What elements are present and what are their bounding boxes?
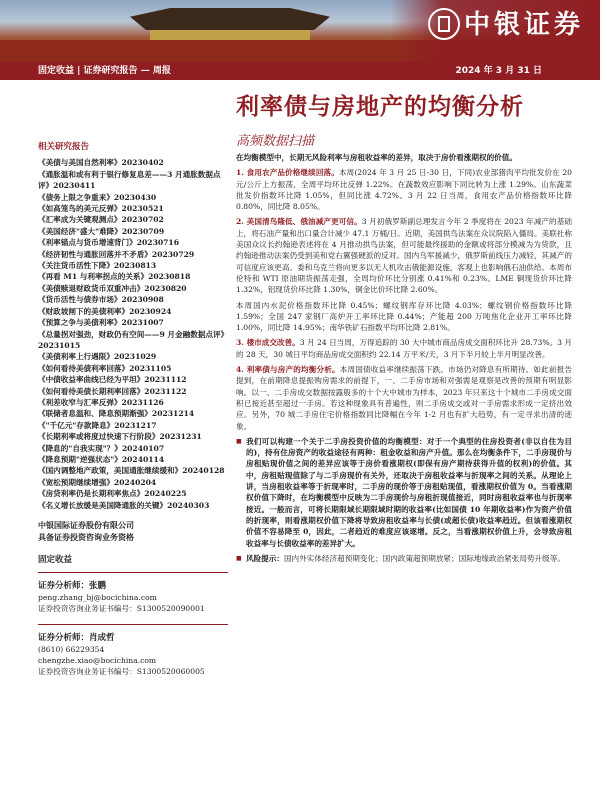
related-report-item[interactable]: 《货币活性与债券市场》20230908 — [38, 295, 164, 305]
analyst-name: 证券分析师：肖成哲 — [38, 633, 115, 644]
analyst-license: 证券投资咨询业务证书编号：S1300520090001 — [38, 604, 205, 614]
risk-bullet — [236, 553, 572, 564]
related-report-item[interactable]: 《美债赎退财政货币双重冲击》20230820 — [38, 283, 187, 293]
related-report-item[interactable]: 《预算之争与美债利率》20231007 — [38, 318, 164, 328]
report-date: 2024 年 3 月 31 日 — [455, 66, 542, 76]
section-4 — [236, 364, 572, 432]
related-report-item[interactable]: 《如高笼鸟的美元反弹》20230521 — [38, 204, 164, 214]
boc-logo-icon — [428, 8, 460, 40]
related-report-item[interactable]: 《经济韧性与通胀回落并不矛盾》20230729 — [38, 249, 195, 259]
related-reports-list — [38, 157, 228, 511]
analyst-divider — [38, 624, 228, 625]
related-report-item[interactable]: 《美国经济"盛大"难降》20230709 — [38, 226, 165, 236]
section-divider — [38, 572, 228, 573]
section-1-text: 本周(2024 年 3 月 25 日-30 日，下同)农业部猪肉平均批发价在 20 元/公斤上方振荡，全周平均环比反弹 1.22%。在蔬数效应影响下同比转为上涨 1.29%。山东蔬菜批发价指数环比降 1.05%，但同比涨 4.72%。3 月 22 日当周，食用农产品价格指数环比降 0.80%，同比降 8.05%。 — [236, 168, 573, 212]
related-report-item[interactable]: 《"千亿元"存款降息》20231217 — [38, 420, 157, 430]
palace-eave-image — [150, 30, 310, 40]
company-info: 中银国际证券股份有限公司 具备证券投资咨询业务资格 — [38, 520, 134, 542]
analyst-phone: (8610) 66229354 — [38, 645, 105, 655]
section-3 — [236, 337, 572, 360]
related-report-item[interactable]: 《利差收窄与汇率反弹》20231126 — [38, 397, 164, 407]
related-report-item[interactable]: 《宽松预期继续增强》20240204 — [38, 477, 157, 487]
section-2-text: 3 月初俄罗斯副总理发言今年 2 季度将在 2023 年减产的基础上，将石油产量和出口量合计减少 47.1 万桶/日。近期，美国拱鸟法案在众议院陷入僵局。美联社称美国众议长约翰逊表述将在 4 月推动拱鸟法案，但可能最终援助的金额或将部分模减为为贷款，且约翰逊推动法案仍受到美和党右翼强硬派的反对。国内乌军援减少，俄罗斯前线压力减轻，其减产的可信度应该更高。委和乌克兰将向更多以无人机攻击俄能源设施，客观上也影响俄石油供给。本周布伦特和 WTI 原油期货振荡走强，全周均价环比分别涨 0.41%和 0.23%。LME 铜现货价环比降 1.32%，铝现货价环比降 1.30%，铜金比价环比降 2.60%。 — [236, 217, 572, 295]
analyst-name: 证券分析师：张鹏 — [38, 581, 107, 592]
section-1 — [236, 167, 572, 212]
related-report-item[interactable]: 《总量拐对强劲，财政仍有空间——9 月金融数据点评》20231015 — [38, 329, 225, 350]
related-report-item[interactable]: 《国内调整地产政策，美国通胀继续缓和》20240128 — [38, 466, 225, 476]
summary-paragraph: 在均衡模型中，长期无风险利率与房租收益率的差异，取决于房价看涨期权的价值。 — [236, 153, 517, 162]
related-report-item[interactable]: 《如何看待美债利率回落》20231105 — [38, 363, 172, 373]
model-bullet: ■ 我们可以构建一个关于二手房投资价值的均衡模型：对于一个典型的住房投资者(非以自住为目的)，持有住房资产的收益途径有两种：租金收益和房产升值。那么在均衡条件下，二手房现价与房租贴现价值之间的差异应该等于房价看涨期权(即保有房产期待获得升值的权利)的价值。其中，房租贴现值除了与二手房现价有关外，还取决于房租收益率与折现率之间的关系。从理论上讲，当房租收益率等于折现率时，二手房的现价等于房租贴现值，看涨期权价值为 0。当看涨期权价值下降时，在均衡模型中反映为二手房现价与房租折现值接近，同时房租收益率也与折现率接近。一般而言，可将长期限域长期限域时期的收益率(比如国债 10 年期收益率)作为资产价值的折现率，则看涨期权价值下降将导致房租收益率与长债(或超长债)收益率趋近。但该看涨期权价值不容易降至 0，因此，二者趋近的难度应该逐增。反之，当看涨期权价值上升，会导致房租收益率与长债收益率的差异扩大。 — [236, 436, 572, 549]
related-report-item[interactable]: 《财政坡闸下的美债利率》20230924 — [38, 306, 172, 316]
related-report-item[interactable]: 《房贷利率仍是长期利率焦点》20240225 — [38, 489, 187, 499]
risk-heading: 风险提示： — [246, 553, 284, 563]
analyst-license: 证券投资咨询业务证书编号：S1300520060005 — [38, 667, 205, 677]
related-report-item[interactable]: 《降息预期"逆强状态"》20240114 — [38, 454, 165, 464]
related-report-item[interactable]: 《美债利率上行遇限》20231029 — [38, 352, 157, 362]
report-category: 固定收益 | 证券研究报告 — 周报 — [38, 66, 171, 76]
related-report-item[interactable]: 《债务上限之争重来》20230430 — [38, 192, 157, 202]
brand-panel — [390, 0, 600, 62]
related-report-item[interactable]: 《名义增长放缓是美国降通胀的关键》20240303 — [38, 500, 210, 510]
section-label: 固定收益 — [38, 555, 73, 565]
analyst-card-1 — [38, 581, 228, 614]
section-4-heading: 4. 利率债与房产的均衡分析。 — [236, 365, 340, 375]
header-banner — [0, 0, 600, 62]
related-report-item[interactable]: 《美债与美国自然利率》20230402 — [38, 158, 164, 168]
related-report-item[interactable]: 《汇率成为关键观测点》20230702 — [38, 215, 164, 225]
related-report-item[interactable]: 《如何看待美债长期利率回落》20231122 — [38, 386, 187, 396]
sidebar — [38, 142, 228, 677]
section-3-text: 3 月 24 日当周，万得追踪的 30 大中城市商品房成交面积环比升 28.73%。3 月的 28 天，30 城日平均商品房成交面积约 22.14 万平米/天，3 月下半月较上半月明显改善。 — [236, 338, 573, 359]
related-reports-heading: 相关研究报告 — [38, 142, 90, 152]
analyst-email[interactable]: peng.zhang_bj@bocichina.com — [38, 593, 157, 603]
report-tag-bar — [0, 62, 600, 80]
related-report-item[interactable]: 《关注货币活性下降》20230813 — [38, 261, 157, 271]
report-subtitle: 高频数据扫描 — [236, 134, 315, 149]
report-body — [236, 152, 572, 568]
analyst-card-2 — [38, 633, 228, 677]
section-2-heading: 2. 美国清鸟隆低、俄油减产更可信。 — [236, 217, 362, 227]
section-2b: 本周国内水泥价格指数环比降 0.45%；螺纹钢库存环比降 4.03%；螺纹钢价格指数环比降 1.59%；全国 247 家钢厂高炉开工率环比降 0.44%；产能超 200 万吨焦化企业开工率环比降 1.00%，同比降 14.95%；南华铁矿石指数平均环比降 2.81%。 — [236, 300, 572, 333]
section-3-heading: 3. 楼市成交改善。 — [236, 338, 300, 348]
analyst-email[interactable]: chengzhe.xiao@bocichina.com — [38, 656, 157, 666]
related-report-item[interactable]: 《通胀温和或有利于银行修复息差——3 月通胀数据点评》20230411 — [38, 169, 221, 191]
related-report-item[interactable]: 《降息的"自我实现"？》20240107 — [38, 443, 165, 453]
section-label-block — [38, 555, 228, 573]
section-1-heading: 1. 食用农产品价格继续回落。 — [236, 168, 339, 178]
related-report-item[interactable]: 《长期利率或将度过快速下行阶段》20231231 — [38, 432, 202, 442]
related-report-item[interactable]: 《利率锚点与货币增速背门》20230716 — [38, 238, 179, 248]
section-4-text: 本周国债收益率继续振荡下跌。市场仍对降息有所期待。如此前报告提到，在前期降息提振购房需求的前提下，一、二手房市场和对强需是观察是改善的预期有明显影响。以一、二手房成交数据按露般多的十个大中城市为样本，2023 年只来这十个城市二手房成交面积已接近甚至超过一手房。若这种现象具有普遍性，则二手房成交或对一手房需求形成一定挤出效应。另外，70 城二手房住宅价格指数同比降幅在今年 1-2 月也有扩大趋势，有一定寻求出清的迹象。 — [236, 365, 572, 431]
palace-roof-image — [130, 8, 330, 30]
brand-name: 中银证券 — [463, 10, 584, 40]
related-report-item[interactable]: 《再看 M1 与利率拐点的关系》20230818 — [38, 272, 191, 282]
risk-text: 国内外实体经济超预期变化；国内政策超预期放紧；国际地缘政治紧张局势升级等。 — [283, 553, 565, 563]
report-title: 利率债与房地产的均衡分析 — [236, 93, 524, 120]
related-report-item[interactable]: 《联储者息温和、降息预期渐强》20231214 — [38, 409, 195, 419]
section-2 — [236, 216, 572, 295]
related-report-item[interactable]: 《中债收益率曲线已经为平坦》20231112 — [38, 375, 187, 385]
